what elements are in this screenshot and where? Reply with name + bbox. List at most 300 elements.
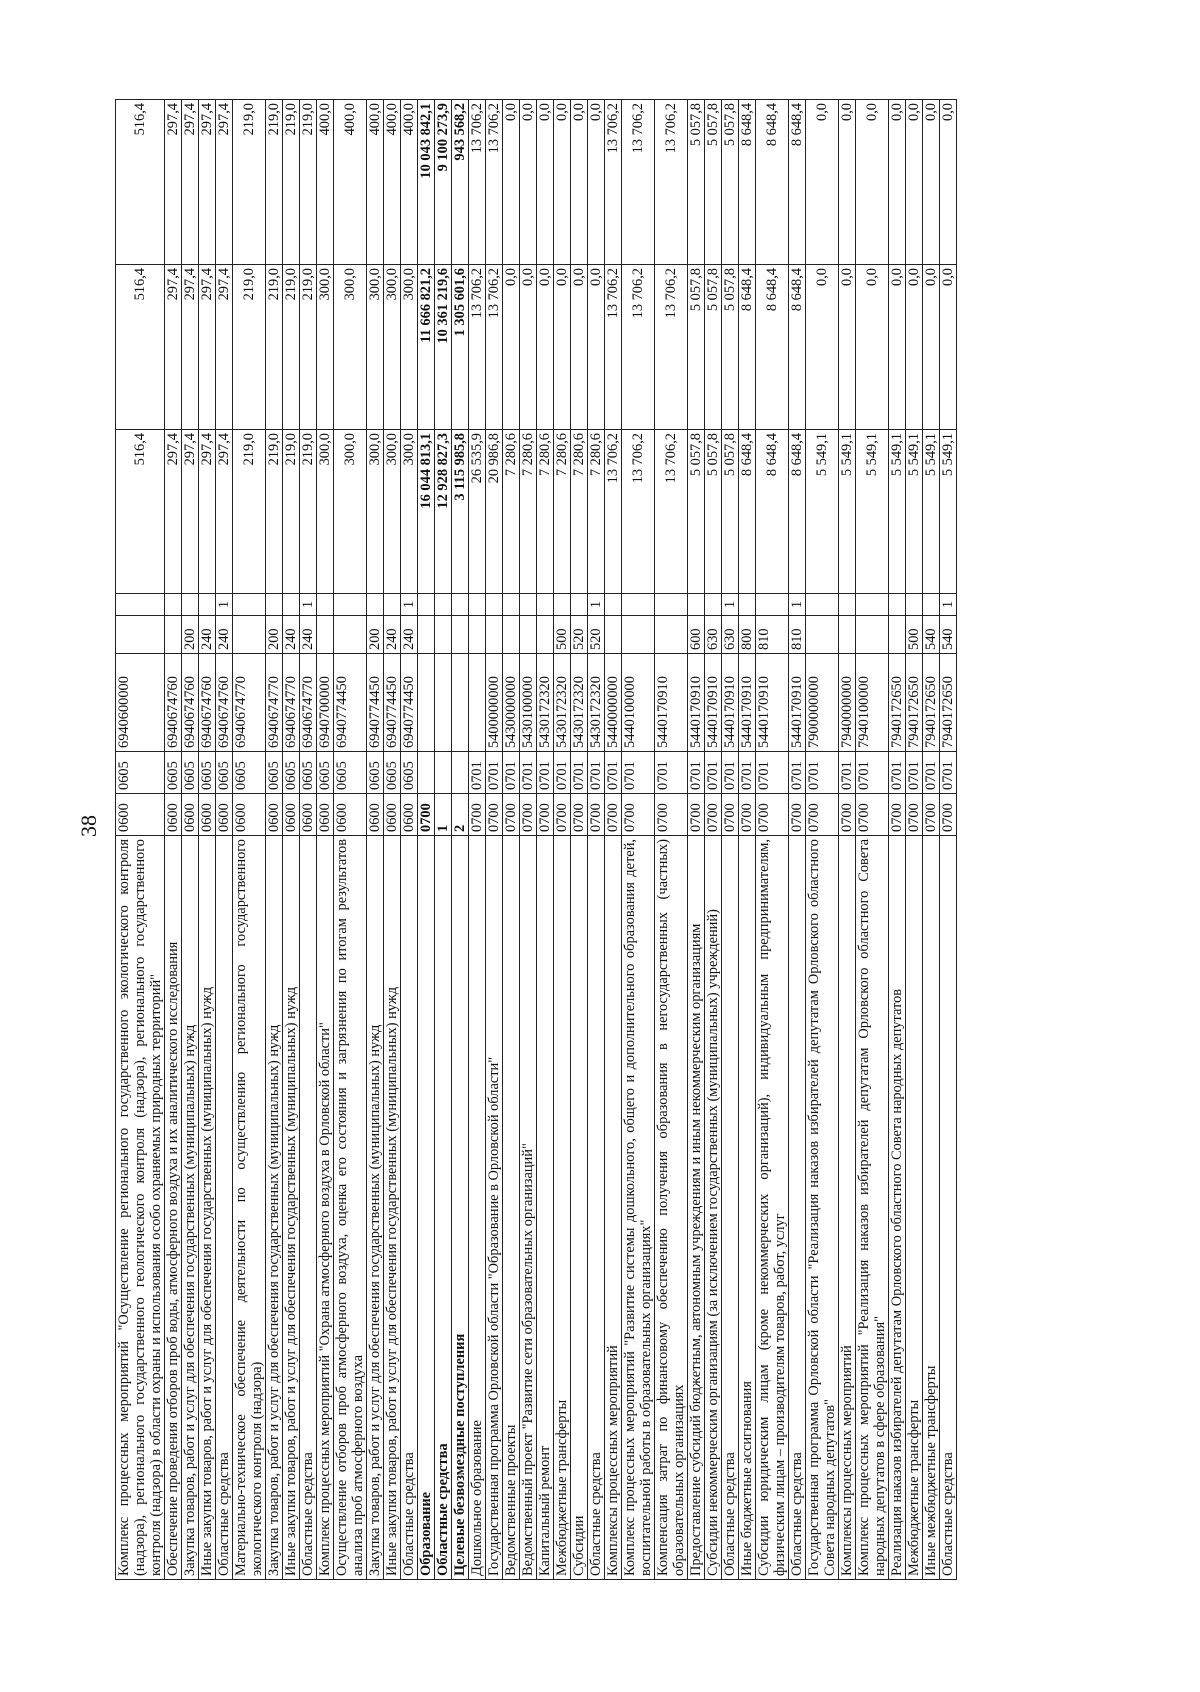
row-name-cell: Обеспечение проведения отборов проб воды, атмосферного воздуха и их аналитического исследования	[165, 836, 182, 1580]
amount-year3-cell: 400,0	[334, 100, 367, 265]
expense-type-cell	[839, 616, 856, 654]
subsection-code-cell: 0701	[520, 752, 537, 794]
amount-year1-cell: 219,0	[266, 430, 283, 594]
amount-year3-cell: 400,0	[384, 100, 401, 265]
funding-source-cell	[655, 594, 688, 616]
row-name-cell: Государственная программа Орловской области "Реализация наказов избирателей депутатам Орловского областного Совета народных депутатов"	[806, 836, 839, 1580]
amount-year1-cell: 20 986,8	[486, 430, 503, 594]
section-code-cell: 0700	[756, 794, 789, 836]
funding-source-cell	[554, 594, 571, 616]
funding-source-cell	[503, 594, 520, 616]
amount-year1-cell: 300,0	[384, 430, 401, 594]
table-row	[216, 100, 233, 1580]
section-code-cell: 0700	[889, 794, 906, 836]
section-code-cell: 0600	[283, 794, 300, 836]
table-row	[940, 100, 957, 1580]
funding-source-cell: 1	[216, 594, 233, 616]
funding-source-cell	[705, 594, 722, 616]
funding-source-cell	[923, 594, 940, 616]
amount-year2-cell: 8 648,4	[756, 265, 789, 430]
table-row	[806, 100, 839, 1580]
table-row	[266, 100, 283, 1580]
target-article-cell: 5440170910	[688, 654, 705, 752]
section-code-cell: 0700	[418, 794, 435, 836]
table-row	[839, 100, 856, 1580]
table-row	[452, 100, 469, 1580]
amount-year3-cell: 5 057,8	[688, 100, 705, 265]
subsection-code-cell: 0701	[739, 752, 756, 794]
amount-year2-cell: 8 648,4	[739, 265, 756, 430]
table-row	[705, 100, 722, 1580]
funding-source-cell	[537, 594, 554, 616]
subsection-code-cell: 0605	[283, 752, 300, 794]
table-body	[116, 100, 957, 1580]
funding-source-cell	[418, 594, 435, 616]
amount-year1-cell: 13 706,2	[622, 430, 655, 594]
subsection-code-cell: 0701	[605, 752, 622, 794]
target-article-cell: 5400000000	[486, 654, 503, 752]
section-code-cell: 0700	[554, 794, 571, 836]
expense-type-cell: 240	[401, 616, 418, 654]
expense-type-cell	[233, 616, 266, 654]
funding-source-cell	[605, 594, 622, 616]
expense-type-cell: 810	[789, 616, 806, 654]
row-name-cell: Образование	[418, 836, 435, 1580]
amount-year2-cell: 11 666 821,2	[418, 265, 435, 430]
amount-year2-cell: 0,0	[520, 265, 537, 430]
section-code-cell: 0700	[503, 794, 520, 836]
row-name-cell: Комплексы процессных мероприятий	[839, 836, 856, 1580]
funding-source-cell: 1	[722, 594, 739, 616]
target-article-cell: 6940674760	[199, 654, 216, 752]
subsection-code-cell: 0701	[940, 752, 957, 794]
target-article-cell: 5430172320	[554, 654, 571, 752]
subsection-code-cell: 0701	[537, 752, 554, 794]
expense-type-cell: 630	[705, 616, 722, 654]
amount-year2-cell: 10 361 219,6	[435, 265, 452, 430]
subsection-code-cell: 0701	[889, 752, 906, 794]
amount-year1-cell: 7 280,6	[503, 430, 520, 594]
amount-year3-cell: 0,0	[571, 100, 588, 265]
funding-source-cell	[233, 594, 266, 616]
table-row	[300, 100, 317, 1580]
amount-year1-cell: 7 280,6	[537, 430, 554, 594]
amount-year3-cell: 0,0	[554, 100, 571, 265]
funding-source-cell	[756, 594, 789, 616]
amount-year2-cell: 297,4	[182, 265, 199, 430]
amount-year2-cell: 219,0	[300, 265, 317, 430]
amount-year1-cell: 297,4	[216, 430, 233, 594]
expense-type-cell: 240	[384, 616, 401, 654]
row-name-cell: Государственная программа Орловской области "Образование в Орловской области"	[486, 836, 503, 1580]
expense-type-cell: 810	[756, 616, 789, 654]
amount-year3-cell: 219,0	[300, 100, 317, 265]
table-row	[688, 100, 705, 1580]
row-name-cell: Комплекс процессных мероприятий "Развитие системы дошкольного, общего и дополнительного образования детей, воспитательной работы в образовательных организациях"	[622, 836, 655, 1580]
section-code-cell: 0700	[520, 794, 537, 836]
target-article-cell: 6940774450	[367, 654, 384, 752]
amount-year1-cell: 5 057,8	[722, 430, 739, 594]
expense-type-cell: 520	[588, 616, 605, 654]
amount-year1-cell: 5 549,1	[806, 430, 839, 594]
amount-year3-cell: 0,0	[588, 100, 605, 265]
amount-year1-cell: 5 549,1	[856, 430, 889, 594]
subsection-code-cell: 0701	[756, 752, 789, 794]
amount-year1-cell: 300,0	[317, 430, 334, 594]
target-article-cell: 5440100000	[622, 654, 655, 752]
expense-type-cell	[469, 616, 486, 654]
section-code-cell: 0600	[334, 794, 367, 836]
target-article-cell: 7900000000	[806, 654, 839, 752]
amount-year1-cell: 297,4	[182, 430, 199, 594]
amount-year1-cell: 219,0	[283, 430, 300, 594]
row-name-cell: Ведомственные проекты	[503, 836, 520, 1580]
expense-type-cell: 240	[283, 616, 300, 654]
section-code-cell: 0600	[384, 794, 401, 836]
table-row	[571, 100, 588, 1580]
amount-year2-cell: 300,0	[401, 265, 418, 430]
row-name-cell: Комплекс процессных мероприятий "Реализация наказов избирателей депутатам Орловского областного Совета народных депутатов в сфере образования"	[856, 836, 889, 1580]
target-article-cell: 5440170910	[655, 654, 688, 752]
expense-type-cell	[418, 616, 435, 654]
amount-year1-cell: 12 928 827,3	[435, 430, 452, 594]
section-code-cell: 0700	[486, 794, 503, 836]
amount-year1-cell: 8 648,4	[739, 430, 756, 594]
row-name-cell: Областные средства	[401, 836, 418, 1580]
amount-year3-cell: 13 706,2	[622, 100, 655, 265]
row-name-cell: Закупка товаров, работ и услуг для обеспечения государственных (муниципальных) нужд	[182, 836, 199, 1580]
subsection-code-cell: 0701	[486, 752, 503, 794]
amount-year2-cell: 297,4	[165, 265, 182, 430]
section-code-cell: 0700	[622, 794, 655, 836]
target-article-cell: 6940674770	[233, 654, 266, 752]
target-article-cell: 5430172320	[588, 654, 605, 752]
table-row	[756, 100, 789, 1580]
expense-type-cell: 540	[923, 616, 940, 654]
amount-year2-cell: 13 706,2	[605, 265, 622, 430]
section-code-cell: 0600	[233, 794, 266, 836]
target-article-cell: 6940674770	[283, 654, 300, 752]
target-article-cell: 6940774450	[384, 654, 401, 752]
amount-year1-cell: 13 706,2	[655, 430, 688, 594]
amount-year1-cell: 5 549,1	[923, 430, 940, 594]
row-name-cell: Иные закупки товаров, работ и услуг для обеспечения государственных (муниципальных) нужд	[199, 836, 216, 1580]
amount-year1-cell: 3 115 985,8	[452, 430, 469, 594]
funding-source-cell	[469, 594, 486, 616]
amount-year3-cell: 0,0	[940, 100, 957, 265]
table-row	[116, 100, 165, 1580]
amount-year1-cell: 300,0	[334, 430, 367, 594]
expense-type-cell: 200	[182, 616, 199, 654]
target-article-cell: 7940172650	[889, 654, 906, 752]
amount-year1-cell: 7 280,6	[571, 430, 588, 594]
funding-source-cell	[571, 594, 588, 616]
row-name-cell: Комплекс процессных мероприятий "Осуществление регионального государственного экологического контроля (надзора), регионального государственного геологического контроля (надзора), регионального государственного контроля (надзора) в области охраны и использования особо охраняемых природных территорий"	[116, 836, 165, 1580]
expense-type-cell	[116, 616, 165, 654]
amount-year1-cell: 7 280,6	[588, 430, 605, 594]
target-article-cell: 7940172650	[923, 654, 940, 752]
subsection-code-cell: 0701	[856, 752, 889, 794]
amount-year2-cell: 300,0	[334, 265, 367, 430]
amount-year2-cell: 0,0	[906, 265, 923, 430]
table-row	[233, 100, 266, 1580]
funding-source-cell	[452, 594, 469, 616]
target-article-cell: 5430100000	[520, 654, 537, 752]
table-row	[906, 100, 923, 1580]
section-code-cell: 0700	[806, 794, 839, 836]
subsection-code-cell: 0701	[722, 752, 739, 794]
expense-type-cell	[503, 616, 520, 654]
section-code-cell: 1	[435, 794, 452, 836]
amount-year2-cell: 300,0	[384, 265, 401, 430]
subsection-code-cell: 0605	[317, 752, 334, 794]
amount-year2-cell: 8 648,4	[789, 265, 806, 430]
funding-source-cell	[367, 594, 384, 616]
amount-year1-cell: 516,4	[116, 430, 165, 594]
target-article-cell: 5440170910	[705, 654, 722, 752]
expense-type-cell	[622, 616, 655, 654]
section-code-cell: 2	[452, 794, 469, 836]
subsection-code-cell: 0605	[116, 752, 165, 794]
row-name-cell: Межбюджетные трансферты	[906, 836, 923, 1580]
subsection-code-cell: 0701	[554, 752, 571, 794]
expense-type-cell	[317, 616, 334, 654]
amount-year3-cell: 0,0	[839, 100, 856, 265]
funding-source-cell	[283, 594, 300, 616]
table-row	[605, 100, 622, 1580]
table-row	[503, 100, 520, 1580]
table-row	[588, 100, 605, 1580]
expense-type-cell	[452, 616, 469, 654]
subsection-code-cell: 0701	[588, 752, 605, 794]
amount-year1-cell: 297,4	[165, 430, 182, 594]
section-code-cell: 0700	[469, 794, 486, 836]
funding-source-cell	[165, 594, 182, 616]
amount-year1-cell: 8 648,4	[756, 430, 789, 594]
amount-year3-cell: 0,0	[520, 100, 537, 265]
expense-type-cell	[435, 616, 452, 654]
expense-type-cell	[520, 616, 537, 654]
amount-year3-cell: 10 043 842,1	[418, 100, 435, 265]
amount-year2-cell: 0,0	[806, 265, 839, 430]
section-code-cell: 0700	[739, 794, 756, 836]
amount-year1-cell: 219,0	[300, 430, 317, 594]
expense-type-cell	[806, 616, 839, 654]
target-article-cell	[435, 654, 452, 752]
row-name-cell: Компенсация затрат по финансовому обеспечению получения образования в негосударственных (частных) образовательных организациях	[655, 836, 688, 1580]
subsection-code-cell: 0701	[705, 752, 722, 794]
section-code-cell: 0700	[705, 794, 722, 836]
expense-type-cell	[537, 616, 554, 654]
target-article-cell: 5430172320	[571, 654, 588, 752]
funding-source-cell	[334, 594, 367, 616]
amount-year2-cell: 5 057,8	[722, 265, 739, 430]
subsection-code-cell: 0701	[469, 752, 486, 794]
target-article-cell: 7940000000	[839, 654, 856, 752]
target-article-cell: 7940172650	[940, 654, 957, 752]
section-code-cell: 0700	[789, 794, 806, 836]
subsection-code-cell: 0701	[503, 752, 520, 794]
amount-year2-cell: 13 706,2	[486, 265, 503, 430]
amount-year1-cell: 26 535,9	[469, 430, 486, 594]
funding-source-cell: 1	[300, 594, 317, 616]
row-name-cell: Иные закупки товаров, работ и услуг для обеспечения государственных (муниципальных) нужд	[384, 836, 401, 1580]
target-article-cell: 5440170910	[739, 654, 756, 752]
subsection-code-cell	[435, 752, 452, 794]
funding-source-cell	[384, 594, 401, 616]
row-name-cell: Субсидии	[571, 836, 588, 1580]
amount-year3-cell: 516,4	[116, 100, 165, 265]
amount-year1-cell: 7 280,6	[554, 430, 571, 594]
table-row	[367, 100, 384, 1580]
amount-year3-cell: 297,4	[182, 100, 199, 265]
funding-source-cell	[806, 594, 839, 616]
section-code-cell: 0600	[266, 794, 283, 836]
section-code-cell: 0600	[199, 794, 216, 836]
table-row	[199, 100, 216, 1580]
table-row	[401, 100, 418, 1580]
table-row	[722, 100, 739, 1580]
expense-type-cell: 500	[906, 616, 923, 654]
subsection-code-cell: 0605	[266, 752, 283, 794]
funding-source-cell: 1	[940, 594, 957, 616]
amount-year2-cell: 219,0	[283, 265, 300, 430]
amount-year3-cell: 297,4	[216, 100, 233, 265]
funding-source-cell	[486, 594, 503, 616]
funding-source-cell	[839, 594, 856, 616]
amount-year3-cell: 5 057,8	[722, 100, 739, 265]
row-name-cell: Материально-техническое обеспечение деятельности по осуществлению регионального государственного экологического контроля (надзора)	[233, 836, 266, 1580]
subsection-code-cell: 0701	[923, 752, 940, 794]
expense-type-cell: 500	[554, 616, 571, 654]
expense-type-cell	[486, 616, 503, 654]
subsection-code-cell: 0701	[688, 752, 705, 794]
amount-year2-cell: 13 706,2	[622, 265, 655, 430]
amount-year3-cell: 0,0	[889, 100, 906, 265]
amount-year1-cell: 7 280,6	[520, 430, 537, 594]
target-article-cell	[452, 654, 469, 752]
funding-source-cell: 1	[588, 594, 605, 616]
section-code-cell: 0600	[116, 794, 165, 836]
row-name-cell: Субсидии некоммерческим организациям (за исключением государственных (муниципальных) учреждений)	[705, 836, 722, 1580]
amount-year3-cell: 219,0	[283, 100, 300, 265]
subsection-code-cell: 0605	[334, 752, 367, 794]
row-name-cell: Реализация наказов избирателей депутатам Орловского областного Совета народных депутатов	[889, 836, 906, 1580]
subsection-code-cell: 0701	[906, 752, 923, 794]
row-name-cell: Предоставление субсидий бюджетным, автономным учреждениям и иным некоммерческим организациям	[688, 836, 705, 1580]
section-code-cell: 0600	[165, 794, 182, 836]
subsection-code-cell: 0605	[233, 752, 266, 794]
amount-year3-cell: 8 648,4	[739, 100, 756, 265]
amount-year3-cell: 0,0	[856, 100, 889, 265]
target-article-cell: 5440170910	[722, 654, 739, 752]
table-row	[283, 100, 300, 1580]
row-name-cell: Областные средства	[789, 836, 806, 1580]
subsection-code-cell: 0701	[806, 752, 839, 794]
table-row	[739, 100, 756, 1580]
target-article-cell: 6940674760	[216, 654, 233, 752]
amount-year3-cell: 297,4	[199, 100, 216, 265]
target-article-cell: 7940172650	[906, 654, 923, 752]
subsection-code-cell: 0701	[655, 752, 688, 794]
amount-year2-cell: 0,0	[588, 265, 605, 430]
section-code-cell: 0700	[537, 794, 554, 836]
amount-year1-cell: 5 549,1	[889, 430, 906, 594]
table-row	[520, 100, 537, 1580]
amount-year1-cell: 8 648,4	[789, 430, 806, 594]
target-article-cell: 5440000000	[605, 654, 622, 752]
funding-source-cell	[520, 594, 537, 616]
subsection-code-cell: 0605	[300, 752, 317, 794]
target-article-cell: 5440170910	[756, 654, 789, 752]
amount-year2-cell: 0,0	[856, 265, 889, 430]
row-name-cell: Областные средства	[722, 836, 739, 1580]
section-code-cell: 0700	[688, 794, 705, 836]
amount-year3-cell: 0,0	[503, 100, 520, 265]
amount-year3-cell: 8 648,4	[756, 100, 789, 265]
table-row	[537, 100, 554, 1580]
amount-year2-cell: 0,0	[554, 265, 571, 430]
amount-year3-cell: 297,4	[165, 100, 182, 265]
table-row	[317, 100, 334, 1580]
amount-year1-cell: 13 706,2	[605, 430, 622, 594]
amount-year2-cell: 5 057,8	[705, 265, 722, 430]
expense-type-cell: 800	[739, 616, 756, 654]
expense-type-cell: 540	[940, 616, 957, 654]
funding-source-cell	[739, 594, 756, 616]
amount-year2-cell: 5 057,8	[688, 265, 705, 430]
row-name-cell: Закупка товаров, работ и услуг для обеспечения государственных (муниципальных) нужд	[367, 836, 384, 1580]
amount-year3-cell: 13 706,2	[655, 100, 688, 265]
subsection-code-cell: 0701	[839, 752, 856, 794]
amount-year3-cell: 400,0	[401, 100, 418, 265]
amount-year3-cell: 5 057,8	[705, 100, 722, 265]
amount-year3-cell: 0,0	[806, 100, 839, 265]
subsection-code-cell: 0605	[199, 752, 216, 794]
amount-year2-cell: 300,0	[367, 265, 384, 430]
funding-source-cell: 1	[401, 594, 418, 616]
amount-year2-cell: 0,0	[940, 265, 957, 430]
amount-year2-cell: 297,4	[199, 265, 216, 430]
amount-year3-cell: 0,0	[906, 100, 923, 265]
section-code-cell: 0700	[940, 794, 957, 836]
row-name-cell: Областные средства	[588, 836, 605, 1580]
target-article-cell: 6940600000	[116, 654, 165, 752]
table-row	[418, 100, 435, 1580]
funding-source-cell	[435, 594, 452, 616]
amount-year2-cell: 297,4	[216, 265, 233, 430]
subsection-code-cell: 0701	[571, 752, 588, 794]
target-article-cell: 5440170910	[789, 654, 806, 752]
section-code-cell: 0700	[923, 794, 940, 836]
amount-year3-cell: 400,0	[317, 100, 334, 265]
table-row	[182, 100, 199, 1580]
row-name-cell: Субсидии юридическим лицам (кроме некоммерческих организаций), индивидуальным предпринимателям, физическим лицам – производителям товаров, работ, услуг	[756, 836, 789, 1580]
target-article-cell	[469, 654, 486, 752]
table-row	[554, 100, 571, 1580]
amount-year3-cell: 8 648,4	[789, 100, 806, 265]
expense-type-cell: 240	[199, 616, 216, 654]
amount-year1-cell: 5 549,1	[906, 430, 923, 594]
amount-year2-cell: 0,0	[889, 265, 906, 430]
funding-source-cell	[688, 594, 705, 616]
table-row	[856, 100, 889, 1580]
row-name-cell: Закупка товаров, работ и услуг для обеспечения государственных (муниципальных) нужд	[266, 836, 283, 1580]
row-name-cell: Капитальный ремонт	[537, 836, 554, 1580]
section-code-cell: 0700	[839, 794, 856, 836]
target-article-cell	[418, 654, 435, 752]
rotated-page	[115, 100, 1125, 1580]
